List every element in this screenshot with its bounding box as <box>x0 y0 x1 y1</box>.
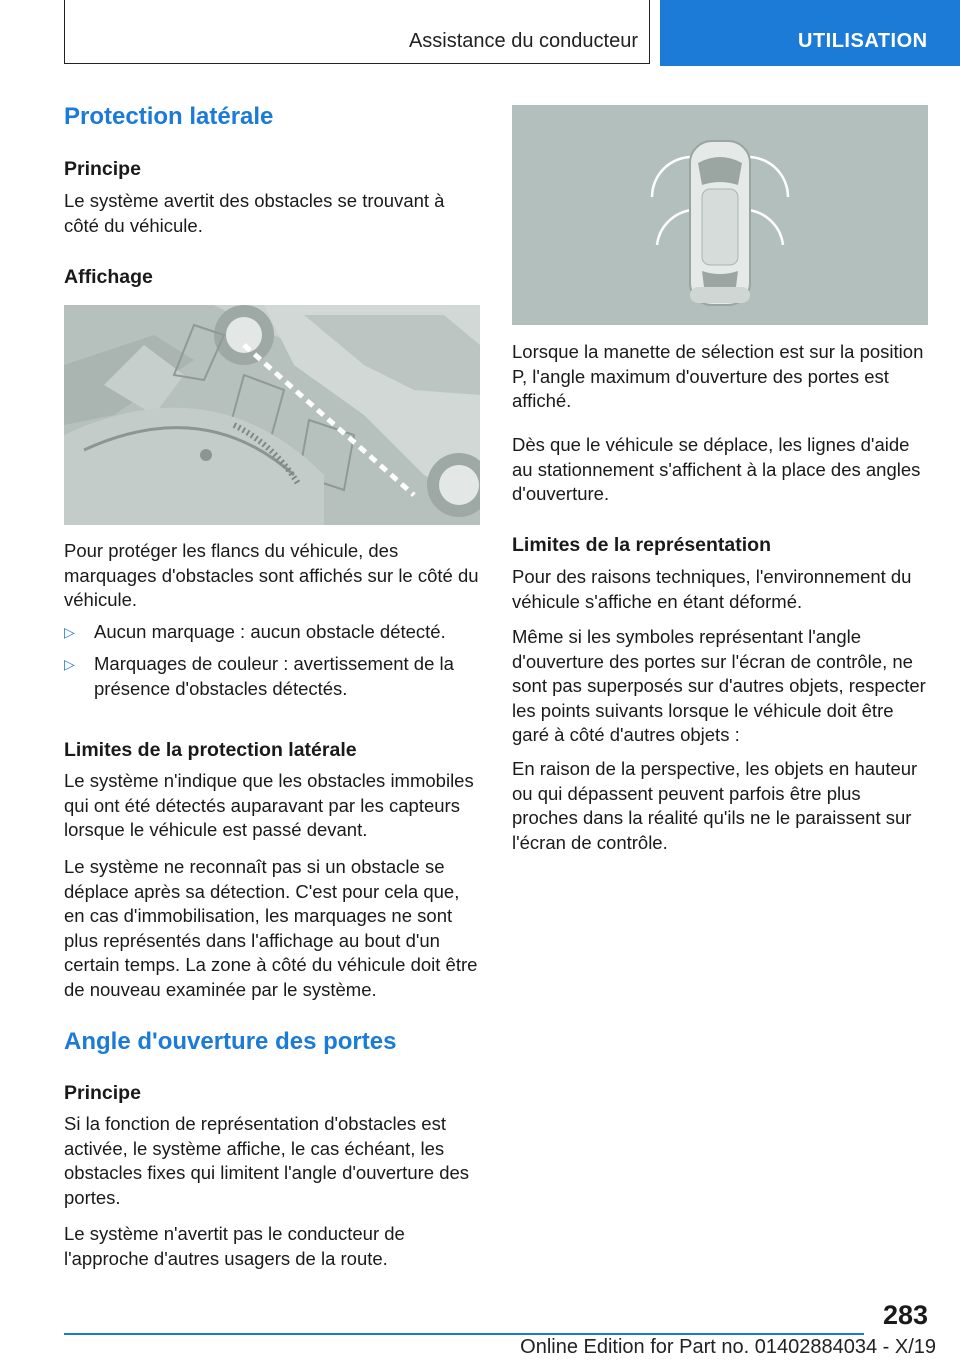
principe-text: Le système avertit des obstacles se trouvant à côté du véhicule. <box>64 190 445 236</box>
limites-paragraph-1: Le système n'indique que les obstacles immobiles qui ont été détectés auparavant par les capteurs lorsque le véhicule est passé devant. <box>64 770 474 841</box>
limites-paragraph-2: Le système ne reconnaît pas si un obstacle se déplace après sa détection. C'est pour cela que, en cas d'immobilisation, les marquages ne sont plus représentés dans l'affichage au bout d'un certain temps. La zone à côté du véhicule doit être de nouveau examinée par le système. <box>64 856 478 1000</box>
principe-heading: Principe <box>64 158 141 180</box>
image2-caption-1: Lorsque la manette de sélection est sur la position P, l'angle maximum d'ouverture des portes est affiché. <box>512 341 924 412</box>
header-tab <box>660 0 960 66</box>
page-number: 283 <box>882 1300 928 1330</box>
bullet-text: Aucun marquage : aucun obstacle détecté. <box>94 621 446 642</box>
bullet-triangle-icon: ▷ <box>64 624 75 640</box>
bullet-triangle-icon: ▷ <box>64 656 75 672</box>
door-angle-image <box>512 105 928 325</box>
limites-representation-paragraph-1: Pour des raisons techniques, l'environnement du véhicule s'affiche en étant déformé. <box>512 566 912 612</box>
limites-representation-paragraph-2: Même si les symboles représentant l'angle d'ouverture des portes sur l'écran de contrôle, ne sont pas superposés sur d'autres objets, respecter les points suivants lorsque le véhicule doit être garé à côté d'autres objets : <box>512 626 926 746</box>
principe2-heading: Principe <box>64 1082 141 1104</box>
header-tab-label: UTILISATION <box>798 30 928 52</box>
section-title-side-protection: Protection latérale <box>64 103 274 130</box>
side-protection-image <box>64 305 480 525</box>
door-angle-illustration <box>512 105 928 325</box>
bullet-text: Marquages de couleur : avertissement de la présence d'obstacles détectés. <box>94 653 454 699</box>
image1-caption: Pour protéger les flancs du véhicule, des marquages d'obstacles sont affichés sur le côté du véhicule. <box>64 540 479 611</box>
limites-representation-heading: Limites de la représentation <box>512 534 771 556</box>
limites-heading: Limites de la protection latérale <box>64 739 357 761</box>
principe2-paragraph-2: Le système n'avertit pas le conducteur de l'approche d'autres usagers de la route. <box>64 1223 405 1269</box>
principe2-paragraph-1: Si la fonction de représentation d'obstacles est activée, le système affiche, le cas échéant, les obstacles fixes qui limitent l'angle d'ouverture des portes. <box>64 1113 470 1208</box>
image2-caption-2: Dès que le véhicule se déplace, les lignes d'aide au stationnement s'affichent à la place des angles d'ouverture. <box>512 434 921 505</box>
footer-divider <box>64 1333 864 1335</box>
affichage-heading: Affichage <box>64 266 153 288</box>
side-protection-illustration <box>64 305 480 525</box>
limites-representation-paragraph-3: En raison de la perspective, les objets en hauteur ou qui dépassent peuvent parfois être plus proches dans la réalité qu'ils ne le paraissent sur l'écran de contrôle. <box>512 758 918 853</box>
page-header <box>0 0 960 66</box>
section-title-door-angle: Angle d'ouverture des portes <box>64 1028 397 1055</box>
edition-note: Online Edition for Part no. 01402884034 - X/19 <box>520 1336 936 1358</box>
header-section-title: Assistance du conducteur <box>408 30 638 52</box>
